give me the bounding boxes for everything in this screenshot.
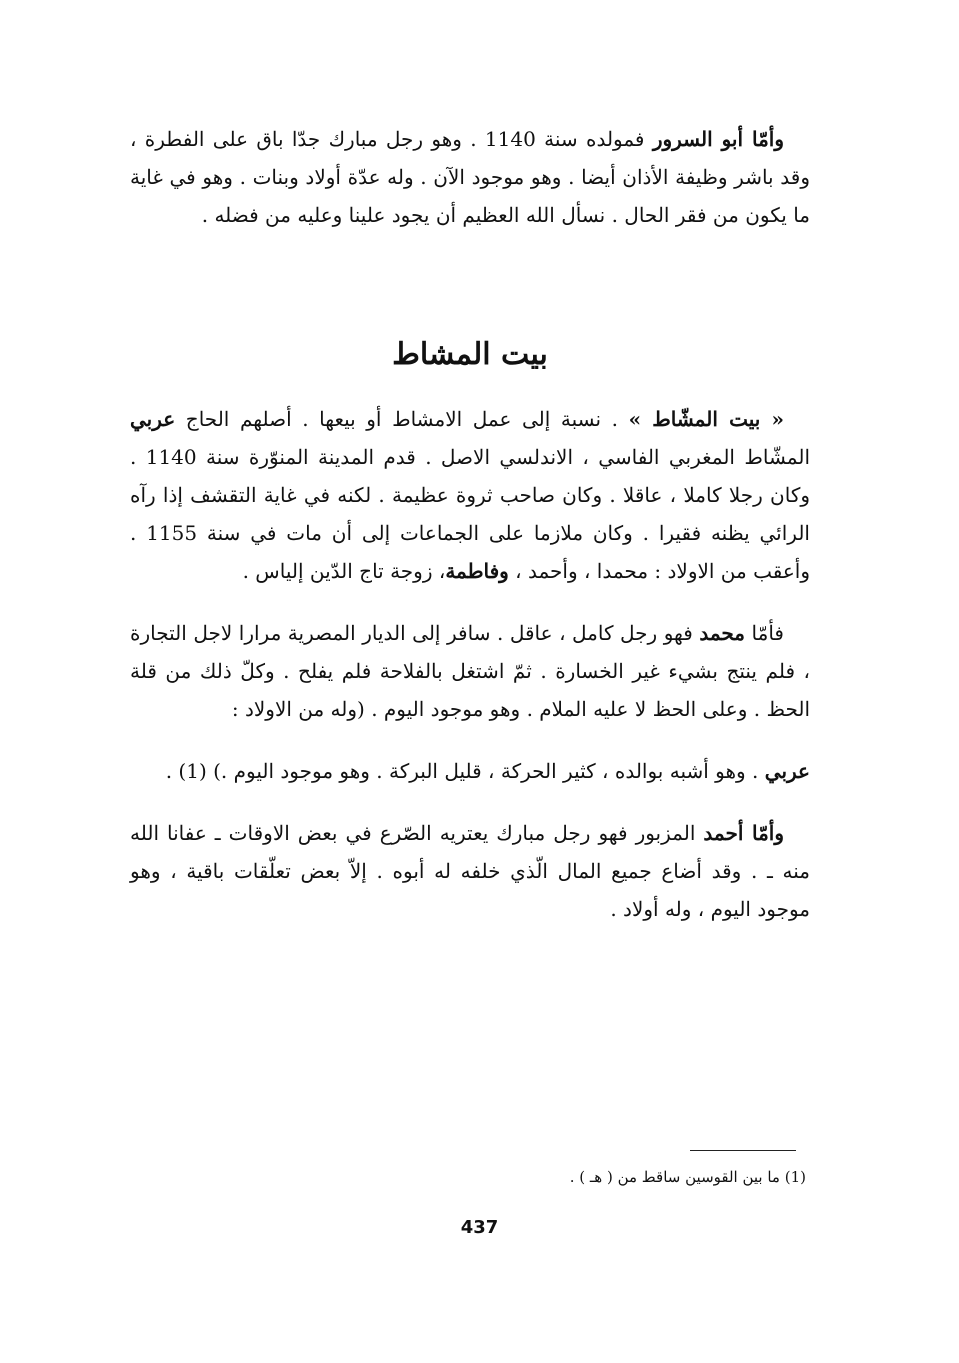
paragraph-bayt-almashat: « بيت المشّاط » . نسبة إلى عمل الامشاط أو بيعها . أصلهم الحاج عربي المشّاط المغربي الفاسي ، الاندلسي الاصل . قدم المدينة المنوّرة سنة 1140 . وكان رجلا كاملا ، عاقلا . وكان صاحب ثروة عظيمة . لكنه في غاية التقشف إذا رآه الرائي يظنه فقيرا . وكان ملازما على الجماعات إلى أن مات في سنة 1155 . وأعقب من الاولاد : محمدا ، وأحمد ، وفاطمة، زوجة تاج الدّين إلياس . [130, 407, 810, 583]
paragraph-abu-alsurur: وأمّا أبو السرور فمولده سنة 1140 . وهو رجل مبارك جدّا باق على الفطرة ، وقد باشر وظيفة الأذان أيضا . وهو موجود الآن . وله عدّة أولاد وبنات . وهو في غاية ما يكون من فقر الحال . نسأل الله العظيم أن يجود علينا وعليه من فضله . [130, 127, 810, 227]
name-ahmad: وأمّا أحمد [703, 821, 785, 845]
name-bayt-almashat: « بيت المشّاط » [628, 407, 784, 431]
paragraph-ahmad: وأمّا أحمد المزبور فهو رجل مبارك يعتريه الصّرع في بعض الاوقات ـ عفانا الله منه ـ . وقد أضاع جميع المال الّذي خلفه له أبوه . إلاّ بعض تعلّقات باقية ، وهو موجود اليوم ، وله أولاد . [130, 821, 811, 921]
footnote: (1) ما بين القوسين ساقط من ( هـ ) . [569, 1168, 806, 1186]
footnote-separator [690, 1150, 796, 1151]
paragraph-arabi: عربي . وهو أشبه بوالده ، كثير الحركة ، قليل البركة . وهو موجود اليوم .) (1) . [165, 759, 810, 783]
name-muhammad: محمد [699, 621, 746, 645]
section-abu-alsurur [130, 120, 810, 258]
name-arabi: عربي [130, 407, 176, 431]
name-abu-alsurur: وأمّا أبو السرور [652, 127, 785, 151]
section-heading: بيت المشاط [392, 337, 548, 372]
section-bayt-almashat [130, 400, 810, 952]
name-arabi-son: عربي [764, 759, 810, 783]
page-number: 437 [460, 1217, 499, 1238]
name-fatima: وفاطمة [445, 559, 509, 583]
paragraph-muhammad: فأمّا محمد فهو رجل كامل ، عاقل . سافر إلى الديار المصرية مرارا لاجل التجارة ، فلم ينتج بشيء غير الخسارة . ثمّ اشتغل بالفلاحة فلم يفلح . وكلّ ذلك من قلة الحظ . وعلى الحظ لا عليه الملام . وهو موجود اليوم . (وله من الاولاد : [130, 621, 810, 721]
